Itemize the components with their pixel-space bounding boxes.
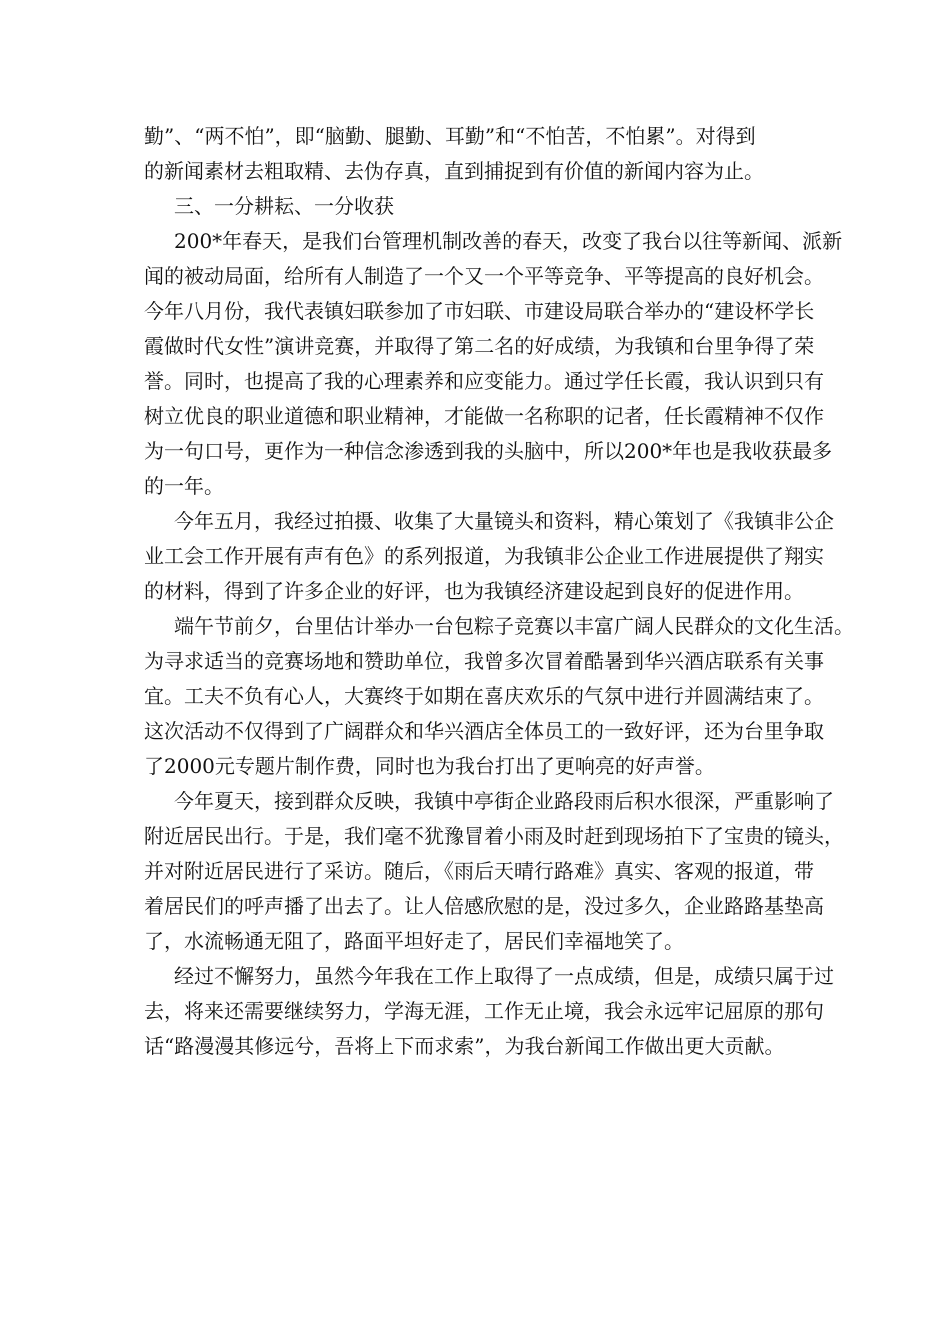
text-line: 今年夏天，接到群众反映，我镇中亭街企业路段雨后积水很深，严重影响了 (174, 789, 834, 813)
text-line: 为寻求适当的竞赛场地和赞助单位，我曾多次冒着酷暑到华兴酒店联系有关事 (144, 649, 824, 673)
paragraph-6 (144, 959, 834, 1064)
paragraph-2 (144, 224, 843, 504)
text-line: 闻的被动局面，给所有人制造了一个又一个平等竞争、平等提高的良好机会。 (144, 264, 824, 288)
text-line: 勤”、“两不怕”，即“脑勤、腿勤、耳勤”和“不怕苦，不怕累”。对得到 (144, 124, 756, 148)
document-body (144, 119, 854, 1064)
text-line: 这次活动不仅得到了广阔群众和华兴酒店全体员工的一致好评，还为台里争取 (144, 719, 824, 743)
paragraph-1 (144, 119, 824, 189)
text-line: 业工会工作开展有声有色》的系列报道，为我镇非公企业工作进展提供了翔实 (144, 544, 824, 568)
text-line: 了2000元专题片制作费，同时也为我台打出了更响亮的好声誉。 (144, 754, 715, 778)
text-line: 的材料，得到了许多企业的好评，也为我镇经济建设起到良好的促进作用。 (144, 579, 804, 603)
section-heading (144, 189, 824, 224)
text-line: 经过不懈努力，虽然今年我在工作上取得了一点成绩，但是，成绩只属于过 (174, 964, 834, 988)
text-line: 去，将来还需要继续努力，学海无涯，工作无止境，我会永远牢记屈原的那句 (144, 999, 824, 1023)
text-line: 宜。工夫不负有心人，大赛终于如期在喜庆欢乐的气氛中进行并圆满结束了。 (144, 684, 824, 708)
text-line: 了，水流畅通无阻了，路面平坦好走了，居民们幸福地笑了。 (144, 929, 684, 953)
paragraph-5 (144, 784, 844, 959)
text-line: 今年八月份，我代表镇妇联参加了市妇联、市建设局联合举办的“建设杯学长 (144, 299, 815, 323)
text-line: 霞做时代女性”演讲竞赛，并取得了第二名的好成绩，为我镇和台里争得了荣 (144, 334, 815, 358)
text-line: 端午节前夕，台里估计举办一台包粽子竞赛以丰富广阔人民群众的文化生活。 (174, 614, 854, 638)
text-line: 誉。同时，也提高了我的心理素养和应变能力。通过学任长霞，我认识到只有 (144, 369, 824, 393)
text-line: 话“路漫漫其修远兮，吾将上下而求索”，为我台新闻工作做出更大贡献。 (144, 1034, 785, 1058)
text-line: 的一年。 (144, 474, 224, 498)
text-line: 今年五月，我经过拍摄、收集了大量镜头和资料，精心策划了《我镇非公企 (174, 509, 834, 533)
heading-line: 三、一分耕耘、一分收获 (174, 194, 394, 218)
text-line: 为一句口号，更作为一种信念渗透到我的头脑中，所以200*年也是我收获最多 (144, 439, 833, 463)
text-line: 着居民们的呼声播了出去了。让人倍感欣慰的是，没过多久，企业路路基垫高 (144, 894, 824, 918)
text-line: 树立优良的职业道德和职业精神，才能做一名称职的记者，任长霞精神不仅作 (144, 404, 824, 428)
text-line: 的新闻素材去粗取精、去伪存真，直到捕捉到有价值的新闻内容为止。 (144, 159, 764, 183)
text-line: 200*年春天，是我们台管理机制改善的春天，改变了我台以往等新闻、派新 (174, 229, 843, 253)
text-line: 并对附近居民进行了采访。随后，《雨后天晴行路难》真实、客观的报道，带 (144, 859, 814, 883)
text-line: 附近居民出行。于是，我们毫不犹豫冒着小雨及时赶到现场拍下了宝贵的镜头， (144, 824, 844, 848)
paragraph-4 (144, 609, 854, 784)
paragraph-3 (144, 504, 834, 609)
